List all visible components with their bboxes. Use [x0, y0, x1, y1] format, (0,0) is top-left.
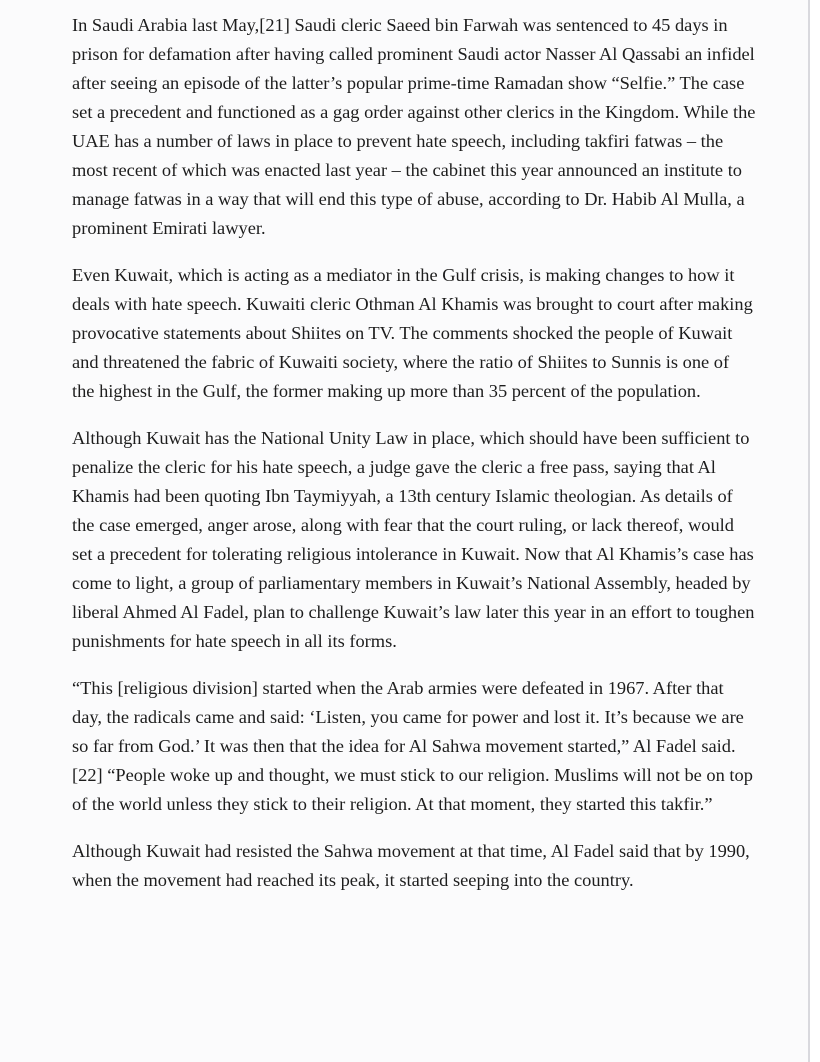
paragraph-kuwait-hate-speech: Even Kuwait, which is acting as a mediator in the Gulf crisis, is making changes to how it deals with hate speech. Kuwaiti cleric Othman Al Khamis was brought to court after making provocative statements about Shiites on TV. The comments shocked the people of Kuwait and threatened the fabric of Kuwaiti society, where the ratio of Shiites to Sunnis is one of the highest in the Gulf, the former making up more than 35 percent of the population.	[72, 265, 753, 401]
paragraph-saudi-cleric: In Saudi Arabia last May,[21] Saudi cleric Saeed bin Farwah was sentenced to 45 days in prison for defamation after having called prominent Saudi actor Nasser Al Qassabi an infidel after seeing an episode of the latter’s popular prime-time Ramadan show “Selfie.” The case set a precedent and functioned as a gag order against other clerics in the Kingdom. While the UAE has a number of laws in place to prevent hate speech, including takfiri fatwas – the most recent of which was enacted last year – the cabinet this year announced an institute to manage fatwas in a way that will end this type of abuse, according to Dr. Habib Al Mulla, a prominent Emirati lawyer.	[72, 15, 756, 238]
paragraph-al-fadel-quote: “This [religious division] started when the Arab armies were defeated in 1967. After that day, the radicals came and said: ‘Listen, you came for power and lost it. It’s because we are so far from God.’ It was then that the idea for Al Sahwa movement started,” Al Fadel said.[22] “People woke up and thought, we must stick to our religion. Muslims will not be on top of the world unless they stick to their religion. At that moment, they started this takfir.”	[72, 678, 753, 814]
paragraph-sahwa-movement: Although Kuwait had resisted the Sahwa movement at that time, Al Fadel said that by 1990, when the movement had reached its peak, it started seeping into the country.	[72, 841, 750, 890]
paragraph-national-unity-law: Although Kuwait has the National Unity Law in place, which should have been sufficient to penalize the cleric for his hate speech, a judge gave the cleric a free pass, saying that Al Khamis had been quoting Ibn Taymiyyah, a 13th century Islamic theologian. As details of the case emerged, anger arose, along with fear that the court ruling, or lack thereof, would set a precedent for tolerating religious intolerance in Kuwait. Now that Al Khamis’s case has come to light, a group of parliamentary members in Kuwait’s National Assembly, headed by liberal Ahmed Al Fadel, plan to challenge Kuwait’s law later this year in an effort to toughen punishments for hate speech in all its forms.	[72, 428, 755, 651]
article-body	[72, 11, 756, 913]
